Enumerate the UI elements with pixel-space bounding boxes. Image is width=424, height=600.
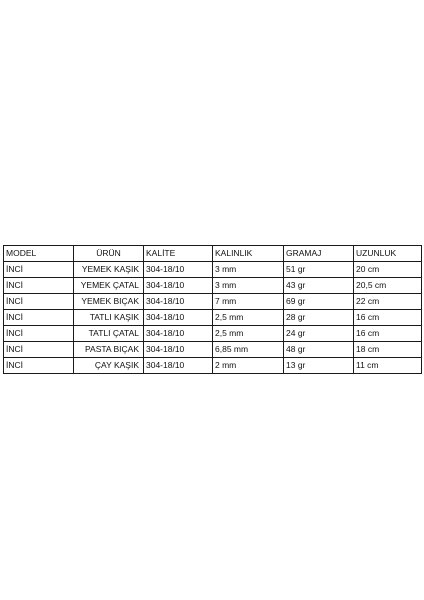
cell-gramaj: 69 gr xyxy=(284,294,354,310)
cell-uzunluk: 20,5 cm xyxy=(354,278,422,294)
table-row xyxy=(4,342,422,358)
cell-urun: PASTA BIÇAK xyxy=(74,342,144,358)
header-urun: ÜRÜN xyxy=(74,246,144,262)
cell-uzunluk: 20 cm xyxy=(354,262,422,278)
cell-uzunluk: 22 cm xyxy=(354,294,422,310)
header-model: MODEL xyxy=(4,246,74,262)
cell-model: İNCİ xyxy=(4,342,74,358)
cell-urun: ÇAY KAŞIK xyxy=(74,358,144,374)
cell-kalinlik: 3 mm xyxy=(213,278,284,294)
cell-kalite: 304-18/10 xyxy=(144,278,213,294)
table-row xyxy=(4,358,422,374)
cell-urun: YEMEK BIÇAK xyxy=(74,294,144,310)
cell-model: İNCİ xyxy=(4,262,74,278)
cell-kalinlik: 3 mm xyxy=(213,262,284,278)
cell-gramaj: 13 gr xyxy=(284,358,354,374)
cell-kalinlik: 6,85 mm xyxy=(213,342,284,358)
cell-gramaj: 28 gr xyxy=(284,310,354,326)
cell-kalite: 304-18/10 xyxy=(144,342,213,358)
cell-kalite: 304-18/10 xyxy=(144,294,213,310)
spec-table xyxy=(3,245,422,374)
spec-table-container xyxy=(3,245,421,374)
cell-kalite: 304-18/10 xyxy=(144,358,213,374)
header-uzunluk: UZUNLUK xyxy=(354,246,422,262)
header-kalinlik: KALINLIK xyxy=(213,246,284,262)
header-kalite: KALİTE xyxy=(144,246,213,262)
cell-kalite: 304-18/10 xyxy=(144,310,213,326)
table-header-row xyxy=(4,246,422,262)
cell-uzunluk: 11 cm xyxy=(354,358,422,374)
cell-urun: YEMEK ÇATAL xyxy=(74,278,144,294)
cell-kalinlik: 2,5 mm xyxy=(213,326,284,342)
cell-uzunluk: 16 cm xyxy=(354,326,422,342)
cell-model: İNCİ xyxy=(4,294,74,310)
cell-urun: TATLI KAŞIK xyxy=(74,310,144,326)
cell-model: İNCİ xyxy=(4,358,74,374)
table-row xyxy=(4,294,422,310)
header-gramaj: GRAMAJ xyxy=(284,246,354,262)
table-row xyxy=(4,262,422,278)
cell-gramaj: 51 gr xyxy=(284,262,354,278)
cell-model: İNCİ xyxy=(4,278,74,294)
table-row xyxy=(4,326,422,342)
cell-urun: TATLI ÇATAL xyxy=(74,326,144,342)
cell-kalite: 304-18/10 xyxy=(144,326,213,342)
cell-kalinlik: 7 mm xyxy=(213,294,284,310)
cell-gramaj: 24 gr xyxy=(284,326,354,342)
cell-gramaj: 43 gr xyxy=(284,278,354,294)
table-row xyxy=(4,310,422,326)
cell-uzunluk: 18 cm xyxy=(354,342,422,358)
cell-model: İNCİ xyxy=(4,310,74,326)
cell-uzunluk: 16 cm xyxy=(354,310,422,326)
table-row xyxy=(4,278,422,294)
cell-kalite: 304-18/10 xyxy=(144,262,213,278)
cell-urun: YEMEK KAŞIK xyxy=(74,262,144,278)
cell-gramaj: 48 gr xyxy=(284,342,354,358)
cell-kalinlik: 2,5 mm xyxy=(213,310,284,326)
cell-kalinlik: 2 mm xyxy=(213,358,284,374)
cell-model: İNCİ xyxy=(4,326,74,342)
